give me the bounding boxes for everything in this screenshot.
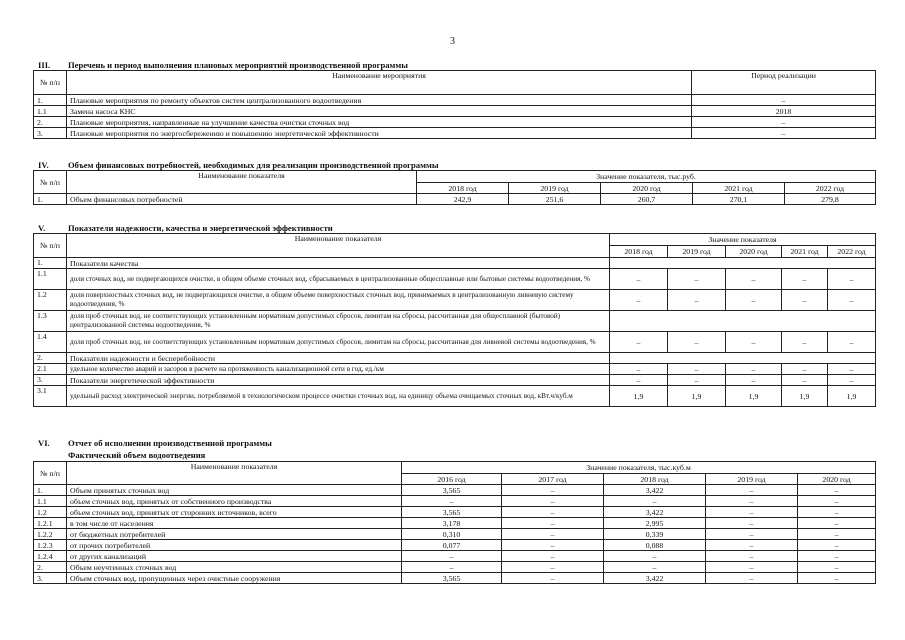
empty-value-cell bbox=[610, 353, 876, 364]
row-name: Объем сточных вод, пропущенных через очистные сооружения bbox=[67, 573, 402, 584]
value-cell: – bbox=[726, 269, 782, 290]
value-cell: – bbox=[798, 507, 876, 518]
value-cell: – bbox=[828, 364, 876, 375]
value-cell: – bbox=[502, 562, 604, 573]
value-cell: 3,422 bbox=[604, 573, 706, 584]
section-5-heading bbox=[38, 223, 333, 233]
row-name: Объем неучтенных сточных вод bbox=[67, 562, 402, 573]
year-header: 2022 год bbox=[785, 183, 876, 194]
value-cell: – bbox=[706, 507, 798, 518]
value-cell: – bbox=[782, 290, 828, 311]
year-header: 2016 год bbox=[402, 474, 502, 485]
row-number: 2.1 bbox=[34, 364, 67, 375]
table-row bbox=[34, 529, 876, 540]
row-name: удельное количество аварий и засоров в расчете на протяженность канализационной сети в год, ед./км bbox=[67, 364, 610, 375]
table-row bbox=[34, 562, 876, 573]
year-header: 2019 год bbox=[509, 183, 601, 194]
row-number: 2. bbox=[34, 562, 67, 573]
value-cell: 2,995 bbox=[604, 518, 706, 529]
table-row bbox=[34, 311, 876, 332]
row-number: 1. bbox=[34, 95, 67, 106]
value-cell: – bbox=[798, 485, 876, 496]
value-cell: 0,088 bbox=[604, 540, 706, 551]
section-3-number: III. bbox=[38, 60, 51, 70]
value-cell: 3,565 bbox=[402, 507, 502, 518]
row-name: объем сточных вод, принятых от собственного производства bbox=[67, 496, 402, 507]
year-header: 2022 год bbox=[828, 246, 876, 258]
page-number: 3 bbox=[450, 36, 455, 47]
table-row bbox=[34, 106, 876, 117]
header-no: № п/п bbox=[34, 462, 67, 485]
value-cell: – bbox=[668, 269, 726, 290]
value-cell: – bbox=[610, 269, 668, 290]
row-number: 1.2.2 bbox=[34, 529, 67, 540]
value-cell: 3,178 bbox=[402, 518, 502, 529]
value-cell: – bbox=[604, 496, 706, 507]
table-row bbox=[34, 496, 876, 507]
header-name: Наименование мероприятия bbox=[67, 71, 692, 95]
value-cell: – bbox=[502, 485, 604, 496]
year-header: 2019 год bbox=[668, 246, 726, 258]
value-cell: 1,9 bbox=[668, 386, 726, 407]
row-name: Показатели качества bbox=[67, 258, 610, 269]
row-name: в том числе от населения bbox=[67, 518, 402, 529]
value-cell: – bbox=[798, 518, 876, 529]
header-name: Наименование показателя bbox=[67, 234, 610, 258]
row-name: Плановые мероприятия по ремонту объектов систем централизованного водоотведения bbox=[67, 95, 692, 106]
row-number: 1. bbox=[34, 194, 67, 205]
row-number: 3. bbox=[34, 573, 67, 584]
row-name: Объем принятых сточных вод bbox=[67, 485, 402, 496]
table-row bbox=[34, 194, 876, 205]
value-cell: – bbox=[726, 375, 782, 386]
table-row bbox=[34, 540, 876, 551]
row-number: 2. bbox=[34, 117, 67, 128]
row-name: Плановые мероприятия, направленные на улучшение качества очистки сточных вод bbox=[67, 117, 692, 128]
header-value: Значение показателя, тыс.руб. bbox=[417, 171, 876, 183]
value-cell: – bbox=[502, 496, 604, 507]
header-value: Значение показателя, тыс.куб.м bbox=[402, 462, 876, 474]
value-cell: – bbox=[502, 507, 604, 518]
year-header: 2018 год bbox=[417, 183, 509, 194]
row-period: 2018 bbox=[692, 106, 876, 117]
value-cell: – bbox=[610, 364, 668, 375]
value-cell: – bbox=[828, 332, 876, 353]
value-cell: – bbox=[402, 551, 502, 562]
row-name: Объем финансовых потребностей bbox=[67, 194, 417, 205]
row-name: Замена насоса КНС bbox=[67, 106, 692, 117]
section-3-heading bbox=[38, 60, 408, 70]
value-cell: 3,422 bbox=[604, 507, 706, 518]
year-header: 2020 год bbox=[726, 246, 782, 258]
value-cell: – bbox=[706, 485, 798, 496]
table-row bbox=[34, 518, 876, 529]
row-name: Плановые мероприятия по энергосбережению и повышению энергетической эффективности bbox=[67, 128, 692, 139]
header-value: Значение показателя bbox=[610, 234, 876, 246]
value-cell: – bbox=[668, 375, 726, 386]
header-name: Наименование показателя bbox=[67, 171, 417, 194]
row-number: 1.4 bbox=[34, 332, 67, 353]
table-row bbox=[34, 364, 876, 375]
table-s6 bbox=[33, 461, 876, 584]
row-number: 1.2.3 bbox=[34, 540, 67, 551]
value-cell: – bbox=[402, 562, 502, 573]
value-cell: – bbox=[706, 573, 798, 584]
table-row bbox=[34, 290, 876, 311]
header-no: № п/п bbox=[34, 71, 67, 95]
row-name: от бюджетных потребителей bbox=[67, 529, 402, 540]
header-no: № п/п bbox=[34, 234, 67, 258]
table-s3 bbox=[33, 70, 876, 139]
row-name: от других канализаций bbox=[67, 551, 402, 562]
value-cell: – bbox=[782, 375, 828, 386]
value-cell: 251,6 bbox=[509, 194, 601, 205]
value-cell: 260,7 bbox=[601, 194, 693, 205]
value-cell: – bbox=[706, 551, 798, 562]
section-6-number: VI. bbox=[38, 438, 50, 448]
row-number: 1.2.1 bbox=[34, 518, 67, 529]
value-cell: – bbox=[706, 540, 798, 551]
table-row bbox=[34, 353, 876, 364]
value-cell: – bbox=[828, 375, 876, 386]
value-cell: – bbox=[798, 573, 876, 584]
row-number: 3. bbox=[34, 128, 67, 139]
row-period: – bbox=[692, 117, 876, 128]
value-cell: – bbox=[610, 290, 668, 311]
row-number: 1.2 bbox=[34, 290, 67, 311]
value-cell: – bbox=[726, 290, 782, 311]
row-number: 3. bbox=[34, 375, 67, 386]
row-name: доля проб сточных вод, не соответствующих установленным нормативам допустимых сбросов, лимитам на сбросы, рассчитанная для общесплавной (бытовой) централизованной системы водоотведения, % bbox=[67, 311, 610, 332]
section-4-heading bbox=[38, 160, 439, 170]
value-cell: – bbox=[502, 529, 604, 540]
table-s4 bbox=[33, 170, 876, 205]
row-name: доля сточных вод, не подвергающихся очистке, в общем объеме сточных вод, сбрасываемых в централизованные общесплавные или бытовые системы водоотведения, % bbox=[67, 269, 610, 290]
row-name: Показатели надежности и бесперебойности bbox=[67, 353, 610, 364]
row-number: 1.1 bbox=[34, 106, 67, 117]
row-number: 1. bbox=[34, 485, 67, 496]
value-cell: – bbox=[610, 332, 668, 353]
year-header: 2019 год bbox=[706, 474, 798, 485]
value-cell: – bbox=[782, 364, 828, 375]
row-number: 1.3 bbox=[34, 311, 67, 332]
value-cell: – bbox=[798, 540, 876, 551]
value-cell: 1,9 bbox=[610, 386, 668, 407]
empty-value-cell bbox=[610, 258, 876, 269]
value-cell: 0,077 bbox=[402, 540, 502, 551]
table-s4-header-top bbox=[34, 171, 876, 183]
value-cell: – bbox=[502, 551, 604, 562]
header-no: № п/п bbox=[34, 171, 67, 194]
table-row bbox=[34, 269, 876, 290]
table-row bbox=[34, 507, 876, 518]
value-cell: – bbox=[798, 562, 876, 573]
value-cell: – bbox=[402, 496, 502, 507]
row-number: 1.2 bbox=[34, 507, 67, 518]
table-row bbox=[34, 551, 876, 562]
year-header: 2018 год bbox=[610, 246, 668, 258]
value-cell: – bbox=[502, 540, 604, 551]
row-name: удельный расход электрической энергии, потребляемой в технологическом процессе очистки сточных вод, на единицу объема очищаемых сточных вод, кВт.ч/куб.м bbox=[67, 386, 610, 407]
row-period: – bbox=[692, 95, 876, 106]
section-6-heading bbox=[38, 438, 272, 448]
value-cell: – bbox=[668, 332, 726, 353]
section-5-number: V. bbox=[38, 223, 46, 233]
value-cell: 0,310 bbox=[402, 529, 502, 540]
row-number: 1.2.4 bbox=[34, 551, 67, 562]
section-6-title: Отчет об исполнении производственной программы bbox=[68, 438, 272, 448]
value-cell: 0,339 bbox=[604, 529, 706, 540]
value-cell: – bbox=[782, 269, 828, 290]
table-s5-header-top bbox=[34, 234, 876, 246]
value-cell: – bbox=[782, 332, 828, 353]
year-header: 2021 год bbox=[782, 246, 828, 258]
year-header: 2020 год bbox=[601, 183, 693, 194]
empty-value-cell bbox=[610, 311, 876, 332]
row-name: Показатели энергетической эффективности bbox=[67, 375, 610, 386]
row-number: 2. bbox=[34, 353, 67, 364]
value-cell: – bbox=[726, 332, 782, 353]
table-row bbox=[34, 485, 876, 496]
section-3-title: Перечень и период выполнения плановых мероприятий производственной программы bbox=[68, 60, 408, 70]
row-name: от прочих потребителей bbox=[67, 540, 402, 551]
row-number: 3.1 bbox=[34, 386, 67, 407]
table-row bbox=[34, 128, 876, 139]
value-cell: – bbox=[604, 562, 706, 573]
value-cell: – bbox=[726, 364, 782, 375]
value-cell: – bbox=[828, 269, 876, 290]
value-cell: – bbox=[668, 364, 726, 375]
header-period: Период реализации bbox=[692, 71, 876, 95]
value-cell: – bbox=[668, 290, 726, 311]
table-row bbox=[34, 573, 876, 584]
value-cell: 1,9 bbox=[828, 386, 876, 407]
row-number: 1. bbox=[34, 258, 67, 269]
table-row bbox=[34, 386, 876, 407]
value-cell: 279,8 bbox=[785, 194, 876, 205]
table-s6-header-top bbox=[34, 462, 876, 474]
value-cell: – bbox=[610, 375, 668, 386]
table-row bbox=[34, 258, 876, 269]
row-name: доля поверхностных сточных вод, не подвергающихся очистке, в общем объеме поверхностных сточных вод, принимаемых в централизованную ливневую систему водоотведения, % bbox=[67, 290, 610, 311]
section-6-subtitle: Фактический объем водоотведения bbox=[68, 450, 206, 460]
table-s5 bbox=[33, 233, 876, 407]
value-cell: 3,422 bbox=[604, 485, 706, 496]
section-4-title: Объем финансовых потребностей, необходимых для реализации производственной программы bbox=[68, 160, 439, 170]
row-number: 1.1 bbox=[34, 269, 67, 290]
value-cell: – bbox=[706, 529, 798, 540]
value-cell: – bbox=[798, 529, 876, 540]
section-5-title: Показатели надежности, качества и энергетической эффективности bbox=[68, 223, 333, 233]
row-number: 1.1 bbox=[34, 496, 67, 507]
year-header: 2018 год bbox=[604, 474, 706, 485]
value-cell: – bbox=[502, 573, 604, 584]
value-cell: – bbox=[828, 290, 876, 311]
value-cell: – bbox=[502, 518, 604, 529]
table-row bbox=[34, 332, 876, 353]
row-name: объем сточных вод, принятых от сторонних источников, всего bbox=[67, 507, 402, 518]
year-header: 2017 год bbox=[502, 474, 604, 485]
header-name: Наименование показателя bbox=[67, 462, 402, 485]
table-row bbox=[34, 117, 876, 128]
value-cell: 3,565 bbox=[402, 485, 502, 496]
row-period: – bbox=[692, 128, 876, 139]
value-cell: – bbox=[604, 551, 706, 562]
table-s3-header bbox=[34, 71, 876, 95]
value-cell: – bbox=[798, 551, 876, 562]
value-cell: 3,565 bbox=[402, 573, 502, 584]
value-cell: 270,1 bbox=[693, 194, 785, 205]
value-cell: 1,9 bbox=[782, 386, 828, 407]
value-cell: 1,9 bbox=[726, 386, 782, 407]
section-4-number: IV. bbox=[38, 160, 49, 170]
value-cell: – bbox=[706, 518, 798, 529]
year-header: 2020 год bbox=[798, 474, 876, 485]
value-cell: – bbox=[706, 496, 798, 507]
value-cell: – bbox=[706, 562, 798, 573]
value-cell: – bbox=[798, 496, 876, 507]
value-cell: 242,9 bbox=[417, 194, 509, 205]
year-header: 2021 год bbox=[693, 183, 785, 194]
row-name: доля проб сточных вод, не соответствующих установленным нормативам допустимых сбросов, лимитам на сбросы, рассчитанная для ливневой системы водоотведения, % bbox=[67, 332, 610, 353]
table-row bbox=[34, 375, 876, 386]
table-row bbox=[34, 95, 876, 106]
